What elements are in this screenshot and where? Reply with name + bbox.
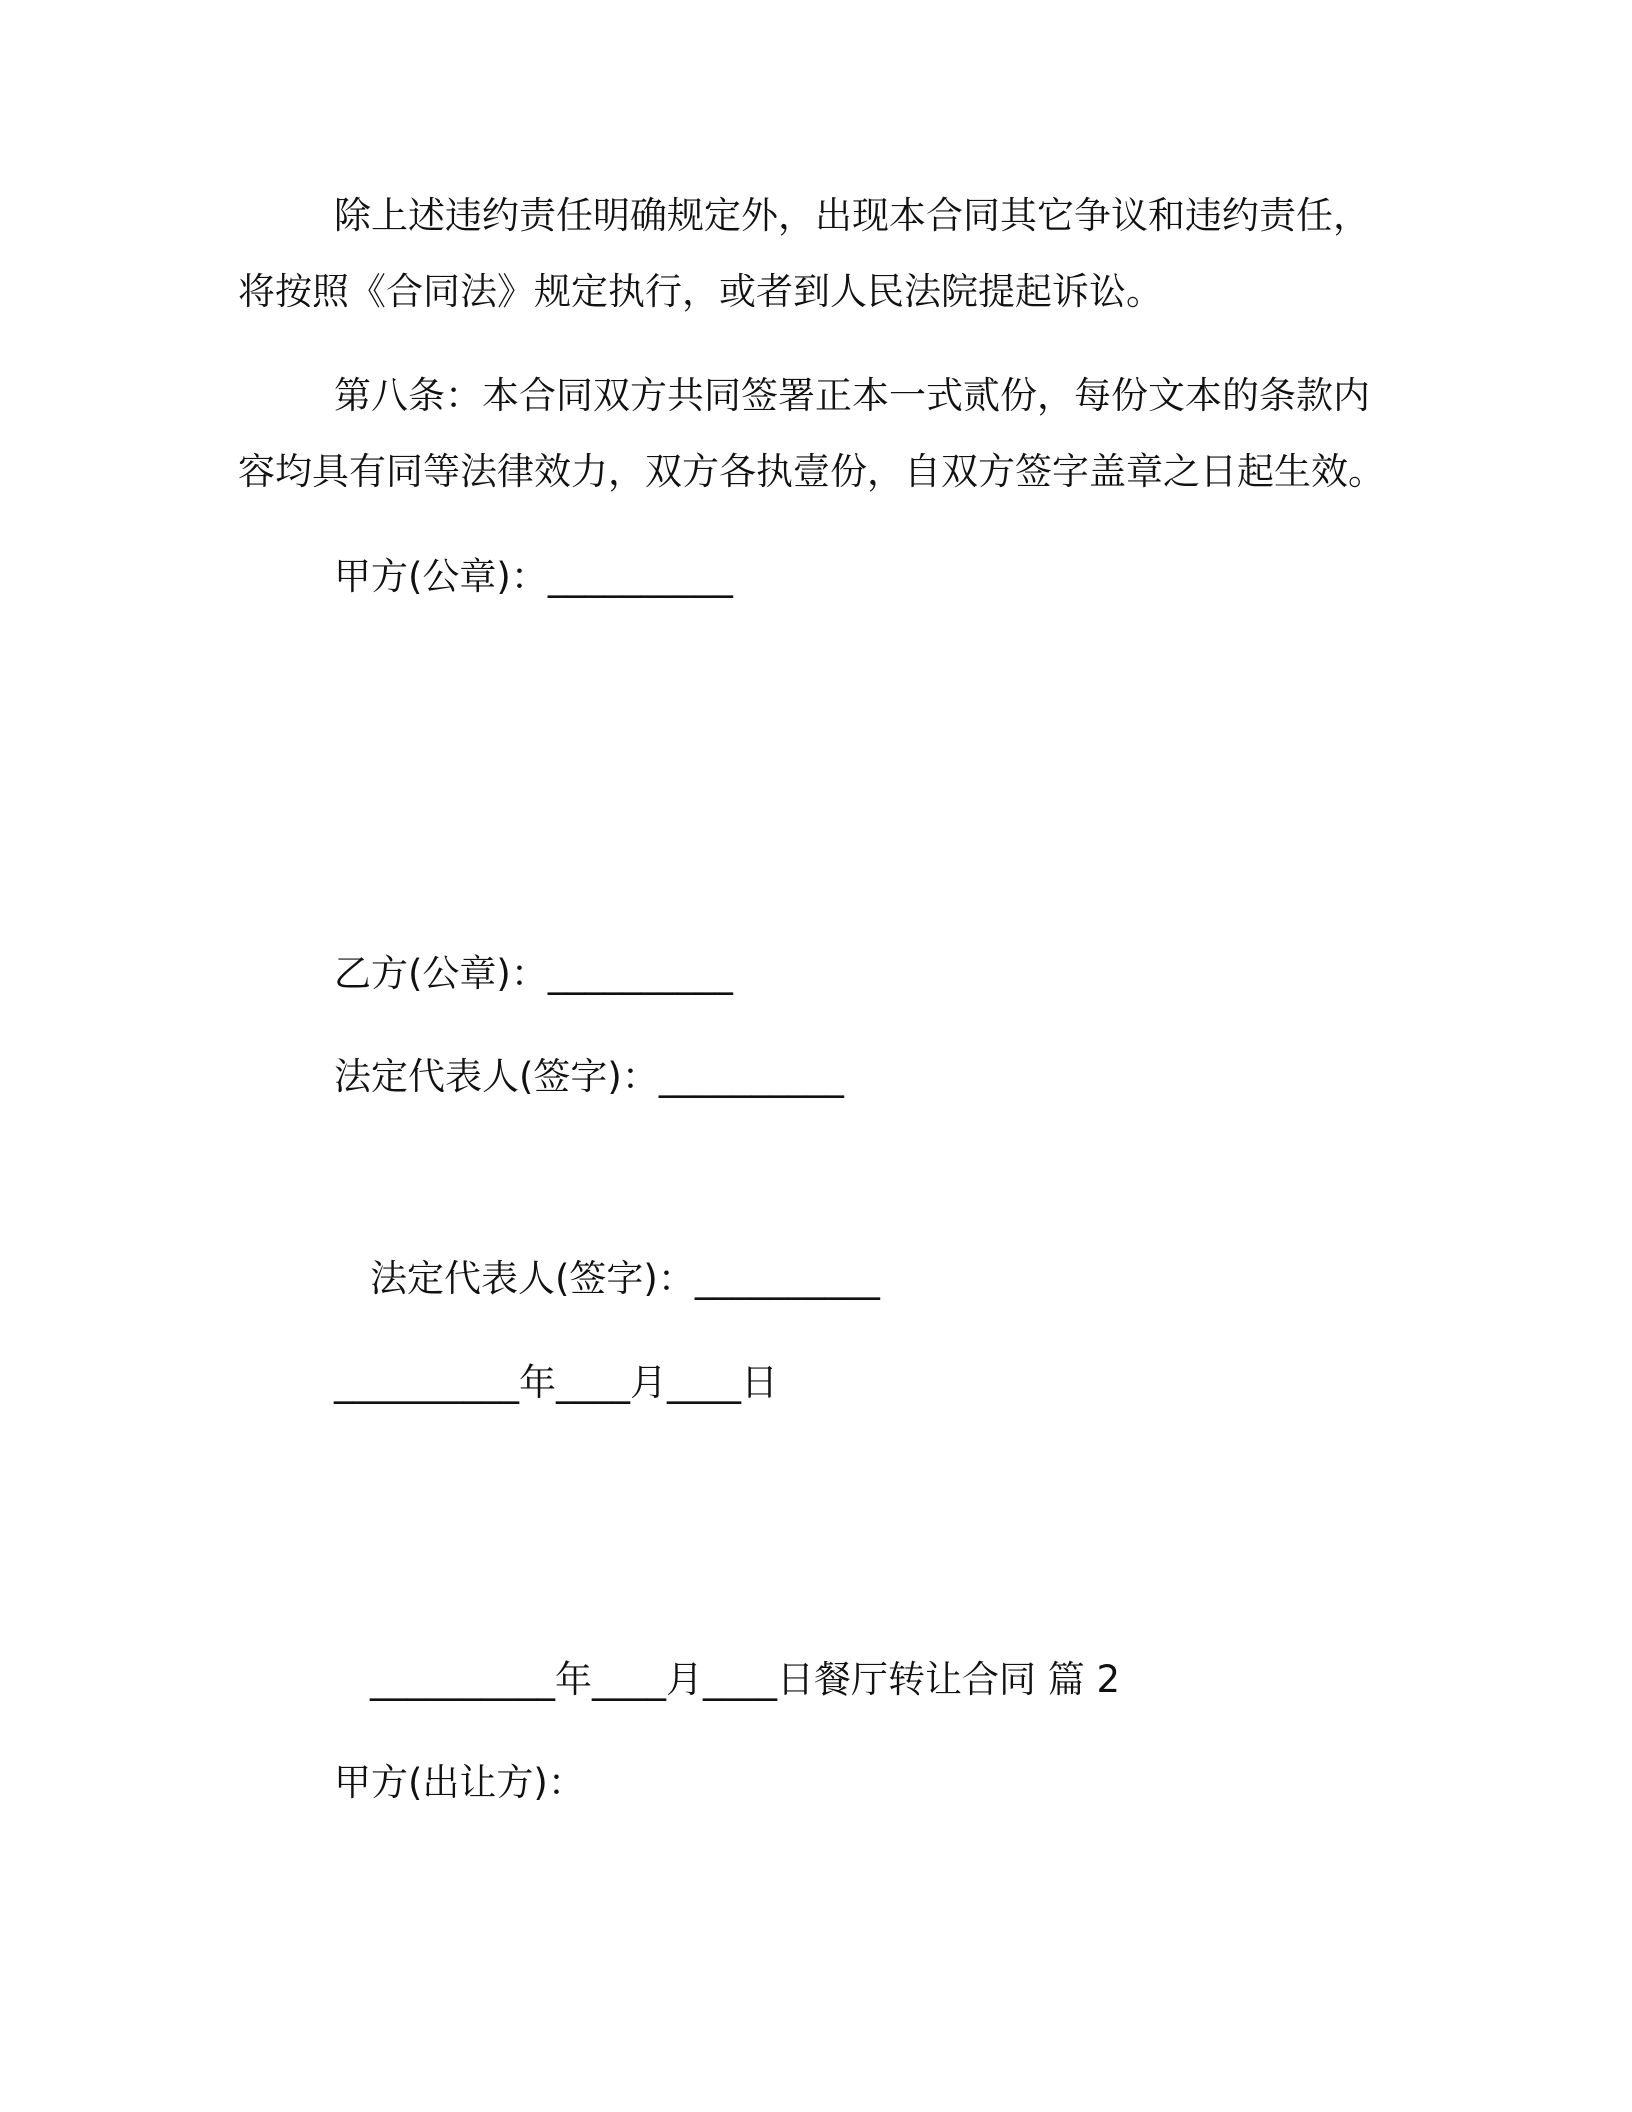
legal-rep-signature-line-1: 法定代表人(签字)：__________ [334, 1055, 844, 1098]
article-8-line-1: 第八条：本合同双方共同签署正本一式贰份，每份文本的条款内 [334, 374, 1370, 417]
article-8-line-2: 容均具有同等法律效力，双方各执壹份，自双方签字盖章之日起生效。 [238, 450, 1385, 493]
legal-rep-signature-line-2: 法定代表人(签字)：__________ [370, 1257, 880, 1300]
paragraph-1-line-1: 除上述违约责任明确规定外，出现本合同其它争议和违约责任， [334, 194, 1370, 237]
contract-2-title: __________年____月____日餐厅转让合同 篇 2 [370, 1658, 1121, 1701]
paragraph-1-line-2: 将按照《合同法》规定执行，或者到人民法院提起诉讼。 [238, 270, 1163, 313]
date-line: __________年____月____日 [334, 1361, 778, 1404]
party-a-seal-line: 甲方(公章)：__________ [334, 555, 733, 598]
party-b-seal-line: 乙方(公章)：__________ [334, 952, 733, 995]
party-a-transferor-line: 甲方(出让方)： [334, 1761, 585, 1804]
